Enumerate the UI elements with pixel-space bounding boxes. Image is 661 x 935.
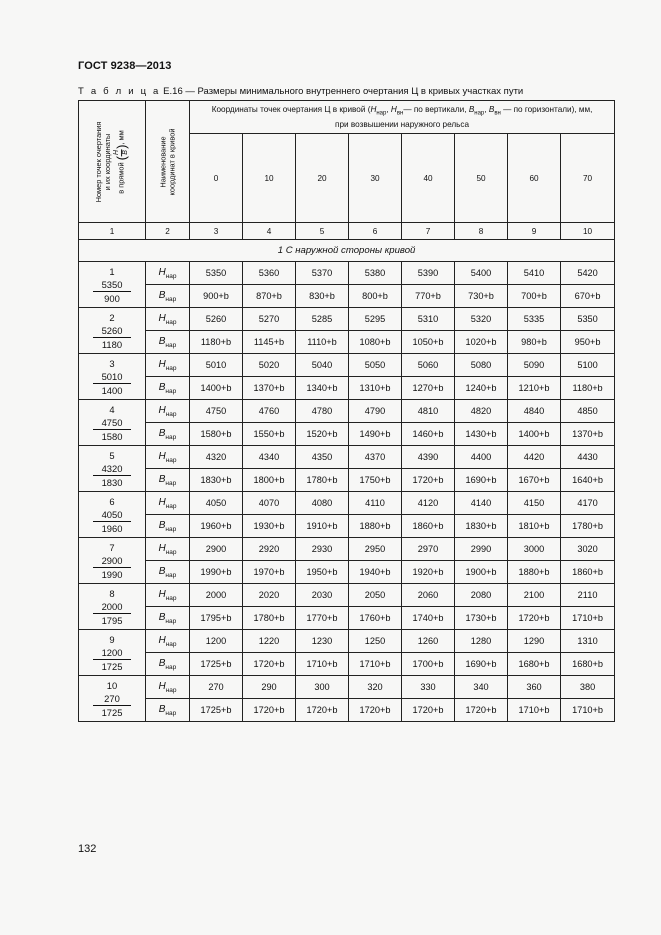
h-value-cell: 2900 <box>190 538 243 561</box>
h-value-cell: 2110 <box>561 584 615 607</box>
b-value-cell: 1720+b <box>349 699 402 722</box>
h-value-cell: 1230 <box>296 630 349 653</box>
h-value-cell: 5020 <box>243 354 296 377</box>
b-value-cell: 1580+b <box>190 423 243 446</box>
column-number: 2 <box>146 223 190 240</box>
table-row <box>79 676 615 699</box>
h-value-cell: 5270 <box>243 308 296 331</box>
symbol-h-nar: $H_{нар}$ <box>146 354 190 377</box>
b-value-cell: 730+b <box>455 285 508 308</box>
b-value-cell: 1795+b <box>190 607 243 630</box>
h-value-cell: 4050 <box>190 492 243 515</box>
symbol-h-nar: $H_{нар}$ <box>146 676 190 699</box>
symbol-b-nar: $B_{нар}$ <box>146 469 190 492</box>
h-value-cell: 5285 <box>296 308 349 331</box>
point-cell <box>79 308 146 354</box>
b-value-cell: 1720+b <box>508 607 561 630</box>
b-value-cell: 1310+b <box>349 377 402 400</box>
b-value-cell: 1760+b <box>349 607 402 630</box>
point-cell <box>79 584 146 630</box>
b-value-cell: 1020+b <box>455 331 508 354</box>
point-number: 10 <box>106 679 118 691</box>
h-value-cell: 4790 <box>349 400 402 423</box>
h-value-cell: 270 <box>190 676 243 699</box>
b-value-cell: 770+b <box>402 285 455 308</box>
h-value-cell: 2920 <box>243 538 296 561</box>
point-height: 2000 <box>93 600 131 614</box>
b-value-cell: 1340+b <box>296 377 349 400</box>
h-value-cell: 4120 <box>402 492 455 515</box>
point-cell <box>79 400 146 446</box>
h-value-cell: 4170 <box>561 492 615 515</box>
b-value-cell: 1710+b <box>296 653 349 676</box>
symbol-h-nar: $H_{нар}$ <box>146 630 190 653</box>
symbol-h-nar: $H_{нар}$ <box>146 492 190 515</box>
page-number: 132 <box>78 843 97 855</box>
point-width: 1580 <box>101 430 123 442</box>
h-value-cell: 2970 <box>402 538 455 561</box>
h-value-cell: 2030 <box>296 584 349 607</box>
symbol-h-nar: $H_{нар}$ <box>146 446 190 469</box>
h-value-cell: 4080 <box>296 492 349 515</box>
symbol-b-nar: $B_{нар}$ <box>146 423 190 446</box>
h-value-cell: 340 <box>455 676 508 699</box>
h-value-cell: 1250 <box>349 630 402 653</box>
b-value-cell: 1750+b <box>349 469 402 492</box>
h-value-cell: 4350 <box>296 446 349 469</box>
symbol-b-nar: $B_{нар}$ <box>146 331 190 354</box>
symbol-b-nar: $B_{нар}$ <box>146 699 190 722</box>
h-value-cell: 4750 <box>190 400 243 423</box>
b-value-cell: 1210+b <box>508 377 561 400</box>
b-value-cell: 1830+b <box>190 469 243 492</box>
point-cell <box>79 262 146 308</box>
table-row <box>79 423 615 446</box>
h-value-cell: 290 <box>243 676 296 699</box>
point-width: 1400 <box>101 384 123 396</box>
h-value-cell: 5295 <box>349 308 402 331</box>
b-value-cell: 1740+b <box>402 607 455 630</box>
table-row <box>79 630 615 653</box>
table-row <box>79 584 615 607</box>
h-value-cell: 4400 <box>455 446 508 469</box>
symbol-b-nar: $B_{нар}$ <box>146 515 190 538</box>
header-point-line2: и их координаты <box>103 133 113 190</box>
b-value-cell: 980+b <box>508 331 561 354</box>
elevation-header: 70 <box>561 134 615 223</box>
point-number: 9 <box>109 633 115 645</box>
h-value-cell: 5100 <box>561 354 615 377</box>
h-value-cell: 5320 <box>455 308 508 331</box>
b-value-cell: 1400+b <box>508 423 561 446</box>
h-value-cell: 4110 <box>349 492 402 515</box>
point-cell <box>79 676 146 722</box>
b-value-cell: 1770+b <box>296 607 349 630</box>
table-row <box>79 308 615 331</box>
h-value-cell: 1220 <box>243 630 296 653</box>
b-value-cell: 1720+b <box>243 653 296 676</box>
b-value-cell: 900+b <box>190 285 243 308</box>
table-row <box>79 538 615 561</box>
b-value-cell: 1720+b <box>296 699 349 722</box>
point-height: 4320 <box>93 462 131 476</box>
point-cell <box>79 446 146 492</box>
header-row <box>79 101 615 134</box>
column-number: 3 <box>190 223 243 240</box>
point-cell <box>79 354 146 400</box>
point-number: 7 <box>109 541 115 553</box>
b-value-cell: 1725+b <box>190 653 243 676</box>
b-value-cell: 1670+b <box>508 469 561 492</box>
h-value-cell: 300 <box>296 676 349 699</box>
b-value-cell: 1460+b <box>402 423 455 446</box>
point-number: 4 <box>109 403 115 415</box>
standard-code: ГОСТ 9238—2013 <box>78 60 172 72</box>
b-value-cell: 1710+b <box>349 653 402 676</box>
h-value-cell: 2930 <box>296 538 349 561</box>
table-row <box>79 699 615 722</box>
table-row <box>79 653 615 676</box>
h-value-cell: 360 <box>508 676 561 699</box>
b-value-cell: 1680+b <box>561 653 615 676</box>
b-value-cell: 1880+b <box>508 561 561 584</box>
h-value-cell: 1310 <box>561 630 615 653</box>
h-value-cell: 1280 <box>455 630 508 653</box>
b-value-cell: 1800+b <box>243 469 296 492</box>
h-value-cell: 2060 <box>402 584 455 607</box>
point-width: 1725 <box>101 660 123 672</box>
table-row <box>79 400 615 423</box>
symbol-b-nar: $B_{нар}$ <box>146 561 190 584</box>
h-value-cell: 2000 <box>190 584 243 607</box>
point-width: 1795 <box>101 614 123 626</box>
h-value-cell: 4760 <box>243 400 296 423</box>
caption-prefix: Т а б л и ц а <box>78 86 161 97</box>
b-value-cell: 1810+b <box>508 515 561 538</box>
b-value-cell: 1830+b <box>455 515 508 538</box>
h-value-cell: 5060 <box>402 354 455 377</box>
b-value-cell: 1050+b <box>402 331 455 354</box>
h-value-cell: 5390 <box>402 262 455 285</box>
b-value-cell: 1970+b <box>243 561 296 584</box>
symbol-h-nar: $H_{нар}$ <box>146 308 190 331</box>
h-value-cell: 4820 <box>455 400 508 423</box>
header-coordinate-name: Наименование координат в кривой <box>146 101 190 223</box>
point-width: 1830 <box>101 476 123 488</box>
column-number: 1 <box>79 223 146 240</box>
b-value-cell: 1110+b <box>296 331 349 354</box>
point-height: 5010 <box>93 370 131 384</box>
h-value-cell: 5380 <box>349 262 402 285</box>
h-value-cell: 2050 <box>349 584 402 607</box>
b-value-cell: 1690+b <box>455 469 508 492</box>
h-value-cell: 2950 <box>349 538 402 561</box>
b-value-cell: 1430+b <box>455 423 508 446</box>
header-point-line3: в прямой <box>116 161 126 194</box>
b-value-cell: 1680+b <box>508 653 561 676</box>
h-value-cell: 4070 <box>243 492 296 515</box>
b-value-cell: 670+b <box>561 285 615 308</box>
b-value-cell: 1400+b <box>190 377 243 400</box>
h-value-cell: 2080 <box>455 584 508 607</box>
h-value-cell: 5040 <box>296 354 349 377</box>
b-value-cell: 1640+b <box>561 469 615 492</box>
b-value-cell: 1710+b <box>561 607 615 630</box>
h-value-cell: 5260 <box>190 308 243 331</box>
symbol-b-nar: $B_{нар}$ <box>146 377 190 400</box>
symbol-h-nar: $H_{нар}$ <box>146 538 190 561</box>
h-value-cell: 1290 <box>508 630 561 653</box>
point-height: 2900 <box>93 554 131 568</box>
elevation-header: 60 <box>508 134 561 223</box>
b-value-cell: 830+b <box>296 285 349 308</box>
b-value-cell: 1720+b <box>455 699 508 722</box>
h-value-cell: 3000 <box>508 538 561 561</box>
symbol-b-nar: $B_{нар}$ <box>146 653 190 676</box>
h-value-cell: 4150 <box>508 492 561 515</box>
section-row <box>79 240 615 262</box>
point-height: 270 <box>93 692 131 706</box>
b-value-cell: 1370+b <box>243 377 296 400</box>
h-value-cell: 3020 <box>561 538 615 561</box>
table-row <box>79 262 615 285</box>
h-value-cell: 5420 <box>561 262 615 285</box>
point-width: 1990 <box>101 568 123 580</box>
table-row <box>79 561 615 584</box>
table-row <box>79 607 615 630</box>
symbol-h-nar: $H_{нар}$ <box>146 584 190 607</box>
elevation-header: 10 <box>243 134 296 223</box>
point-height: 4750 <box>93 416 131 430</box>
column-number: 4 <box>243 223 296 240</box>
section-title: 1 С наружной стороны кривой <box>79 240 615 262</box>
header-coordinates: Координаты точек очертания Ц в кривой ($H_{нар}$, $H_{вн}—$ по вертикали, $B_{нар}$, $B_{вн}$ — по горизонтали), мм, при возвышении наружного рельса <box>190 101 615 134</box>
b-value-cell: 1780+b <box>296 469 349 492</box>
b-value-cell: 1490+b <box>349 423 402 446</box>
b-value-cell: 870+b <box>243 285 296 308</box>
b-value-cell: 800+b <box>349 285 402 308</box>
symbol-h-nar: $H_{нар}$ <box>146 262 190 285</box>
b-value-cell: 1145+b <box>243 331 296 354</box>
point-number: 8 <box>109 587 115 599</box>
h-value-cell: 4140 <box>455 492 508 515</box>
column-number: 7 <box>402 223 455 240</box>
elevation-header: 50 <box>455 134 508 223</box>
h-value-cell: 4340 <box>243 446 296 469</box>
h-value-cell: 2020 <box>243 584 296 607</box>
b-value-cell: 1690+b <box>455 653 508 676</box>
b-value-cell: 1910+b <box>296 515 349 538</box>
b-value-cell: 700+b <box>508 285 561 308</box>
point-width: 1960 <box>101 522 123 534</box>
h-value-cell: 4780 <box>296 400 349 423</box>
b-value-cell: 1720+b <box>243 699 296 722</box>
b-value-cell: 1180+b <box>190 331 243 354</box>
point-number: 1 <box>109 265 115 277</box>
point-number: 5 <box>109 449 115 461</box>
b-value-cell: 1720+b <box>402 469 455 492</box>
point-cell <box>79 630 146 676</box>
point-width: 1725 <box>101 706 123 718</box>
table-row <box>79 285 615 308</box>
h-value-cell: 4430 <box>561 446 615 469</box>
b-value-cell: 1700+b <box>402 653 455 676</box>
elevation-header: 30 <box>349 134 402 223</box>
h-value-cell: 380 <box>561 676 615 699</box>
column-number: 5 <box>296 223 349 240</box>
table-row <box>79 331 615 354</box>
symbol-h-nar: $H_{нар}$ <box>146 400 190 423</box>
column-number-row <box>79 223 615 240</box>
column-number: 9 <box>508 223 561 240</box>
h-value-cell: 320 <box>349 676 402 699</box>
point-width: 1180 <box>101 338 123 350</box>
b-value-cell: 1880+b <box>349 515 402 538</box>
h-value-cell: 5090 <box>508 354 561 377</box>
table-row <box>79 469 615 492</box>
h-value-cell: 5370 <box>296 262 349 285</box>
table-row <box>79 492 615 515</box>
elevation-header: 20 <box>296 134 349 223</box>
b-value-cell: 1550+b <box>243 423 296 446</box>
b-value-cell: 1920+b <box>402 561 455 584</box>
table-caption <box>78 86 618 97</box>
point-number: 2 <box>109 311 115 323</box>
b-value-cell: 1180+b <box>561 377 615 400</box>
b-value-cell: 1780+b <box>243 607 296 630</box>
h-value-cell: 4390 <box>402 446 455 469</box>
b-value-cell: 1710+b <box>561 699 615 722</box>
h-value-cell: 5050 <box>349 354 402 377</box>
b-value-cell: 1990+b <box>190 561 243 584</box>
b-value-cell: 1370+b <box>561 423 615 446</box>
b-value-cell: 1710+b <box>508 699 561 722</box>
h-value-cell: 330 <box>402 676 455 699</box>
b-value-cell: 1940+b <box>349 561 402 584</box>
b-value-cell: 1720+b <box>402 699 455 722</box>
b-value-cell: 1780+b <box>561 515 615 538</box>
symbol-b-nar: $B_{нар}$ <box>146 607 190 630</box>
header-point-fraction: H B <box>112 149 129 155</box>
h-value-cell: 2990 <box>455 538 508 561</box>
h-value-cell: 5350 <box>561 308 615 331</box>
caption-text: Е.16 — Размеры минимального внутреннего очертания Ц в кривых участках пути <box>160 86 524 97</box>
b-value-cell: 1860+b <box>402 515 455 538</box>
table-row <box>79 354 615 377</box>
h-value-cell: 5010 <box>190 354 243 377</box>
h-value-cell: 4850 <box>561 400 615 423</box>
h-value-cell: 5310 <box>402 308 455 331</box>
header-point-number: Номер точек очертания и их координаты в прямой ( H B ), мм <box>79 101 146 223</box>
h-value-cell: 2100 <box>508 584 561 607</box>
h-value-cell: 5335 <box>508 308 561 331</box>
b-value-cell: 1520+b <box>296 423 349 446</box>
b-value-cell: 1900+b <box>455 561 508 584</box>
symbol-b-nar: $B_{нар}$ <box>146 285 190 308</box>
point-height: 4050 <box>93 508 131 522</box>
h-value-cell: 5400 <box>455 262 508 285</box>
dimensions-table <box>78 100 615 722</box>
b-value-cell: 950+b <box>561 331 615 354</box>
b-value-cell: 1930+b <box>243 515 296 538</box>
h-value-cell: 5350 <box>190 262 243 285</box>
b-value-cell: 1960+b <box>190 515 243 538</box>
b-value-cell: 1730+b <box>455 607 508 630</box>
point-number: 6 <box>109 495 115 507</box>
column-number: 8 <box>455 223 508 240</box>
point-height: 5260 <box>93 324 131 338</box>
point-height: 5350 <box>93 278 131 292</box>
h-value-cell: 4320 <box>190 446 243 469</box>
b-value-cell: 1950+b <box>296 561 349 584</box>
h-value-cell: 4840 <box>508 400 561 423</box>
b-value-cell: 1240+b <box>455 377 508 400</box>
point-cell <box>79 492 146 538</box>
point-cell <box>79 538 146 584</box>
b-value-cell: 1860+b <box>561 561 615 584</box>
h-value-cell: 5360 <box>243 262 296 285</box>
h-value-cell: 4810 <box>402 400 455 423</box>
table-row <box>79 377 615 400</box>
table-row <box>79 446 615 469</box>
point-width: 900 <box>104 292 120 304</box>
b-value-cell: 1080+b <box>349 331 402 354</box>
column-number: 10 <box>561 223 615 240</box>
b-value-cell: 1270+b <box>402 377 455 400</box>
point-height: 1200 <box>93 646 131 660</box>
h-value-cell: 4370 <box>349 446 402 469</box>
h-value-cell: 5080 <box>455 354 508 377</box>
elevation-header: 40 <box>402 134 455 223</box>
h-value-cell: 1260 <box>402 630 455 653</box>
b-value-cell: 1725+b <box>190 699 243 722</box>
h-value-cell: 4420 <box>508 446 561 469</box>
elevation-header: 0 <box>190 134 243 223</box>
point-number: 3 <box>109 357 115 369</box>
column-number: 6 <box>349 223 402 240</box>
h-value-cell: 1200 <box>190 630 243 653</box>
header-point-line1: Номер точек очертания <box>94 121 104 202</box>
table-row <box>79 515 615 538</box>
h-value-cell: 5410 <box>508 262 561 285</box>
